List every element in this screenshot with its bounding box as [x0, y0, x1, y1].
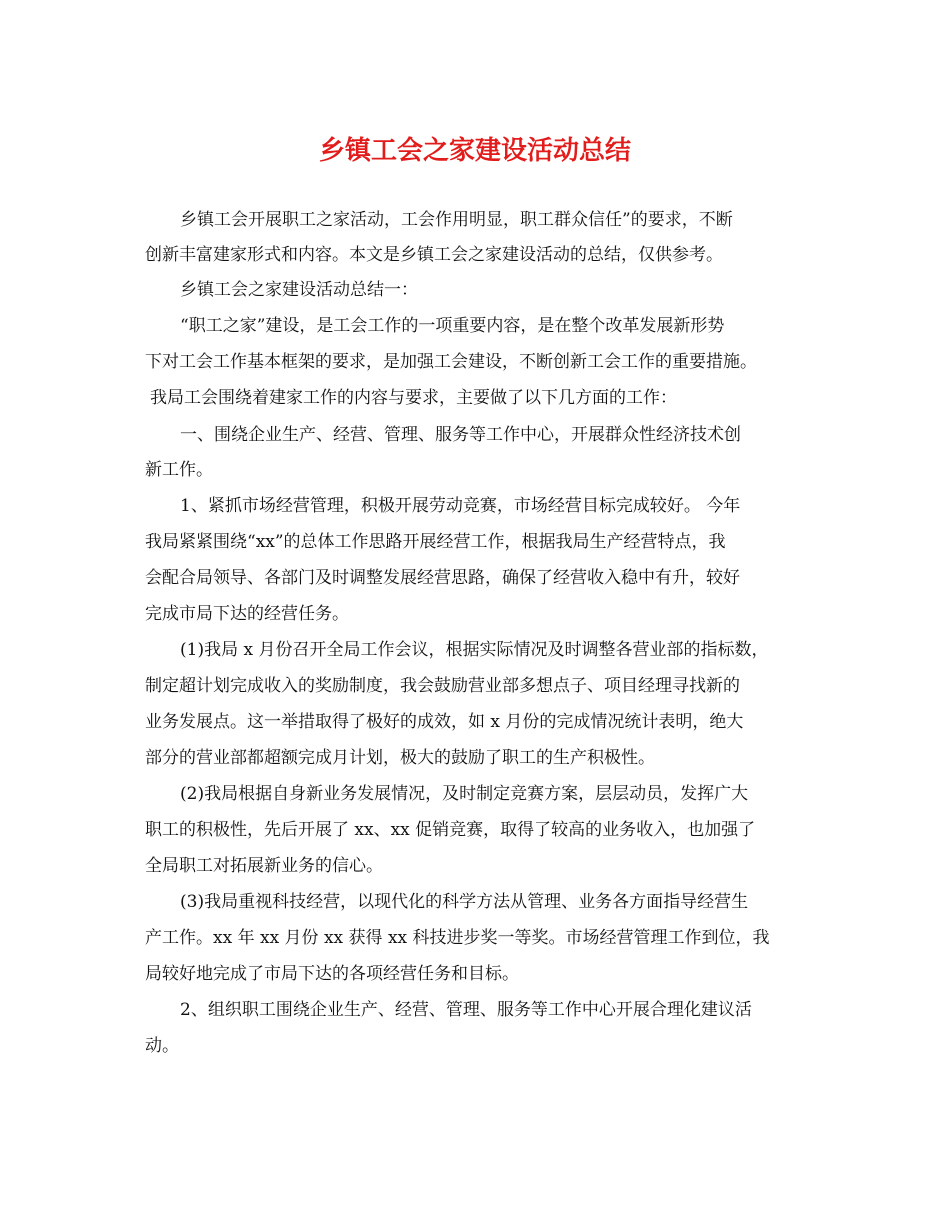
paragraph-line: 会配合局领导、各部门及时调整发展经营思路，确保了经营收入稳中有升，较好 [145, 568, 740, 588]
subheading-line: 一、围绕企业生产、经营、管理、服务等工作中心，开展群众性经济技术创 [180, 425, 741, 445]
intro-line-2: 创新丰富建家形式和内容。本文是乡镇工会之家建设活动的总结，仅供参考。 [145, 245, 723, 265]
subheading-line: 新工作。 [145, 460, 213, 480]
list-item-1-line: 业务发展点。这一举措取得了极好的成效，如 x 月份的完成情况统计表明，绝大 [145, 712, 744, 732]
paragraph-line: “职工之家”建设，是工会工作的一项重要内容，是在整个改革发展新形势 [180, 316, 725, 336]
paragraph-line: 动。 [145, 1036, 179, 1056]
document-title: 乡镇工会之家建设活动总结 [318, 136, 631, 166]
paragraph-line: 完成市局下达的经营任务。 [145, 604, 349, 624]
list-item-1-line: 部分的营业部都超额完成月计划，极大的鼓励了职工的生产积极性。 [145, 748, 655, 768]
section-heading: 乡镇工会之家建设活动总结一： [180, 280, 418, 300]
list-item-3-line: 产工作。xx 年 xx 月份 xx 获得 xx 科技进步奖一等奖。市场经营管理工作到位，我 [145, 928, 770, 948]
paragraph-line: 我局紧紧围绕“xx”的总体工作思路开展经营工作，根据我局生产经营特点，我 [145, 532, 726, 552]
list-item-3-line: (3)我局重视科技经营，以现代化的科学方法从管理、业务各方面指导经营生 [180, 892, 749, 912]
list-item-2-line: 职工的积极性，先后开展了 xx、xx 促销竞赛，取得了较高的业务收入，也加强了 [145, 820, 756, 840]
paragraph-line: 1、紧抓市场经营管理，积极开展劳动竞赛，市场经营目标完成较好。 今年 [180, 496, 741, 516]
paragraph-line: 2、组织职工围绕企业生产、经营、管理、服务等工作中心开展合理化建议活 [180, 1000, 752, 1020]
list-item-2-line: 全局职工对拓展新业务的信心。 [145, 856, 383, 876]
intro-line-1: 乡镇工会开展职工之家活动，工会作用明显，职工群众信任”的要求，不断 [180, 210, 733, 230]
list-item-3-line: 局较好地完成了市局下达的各项经营任务和目标。 [145, 964, 519, 984]
paragraph-line: 我局工会围绕着建家工作的内容与要求，主要做了以下几方面的工作： [150, 388, 677, 408]
list-item-1-line: (1)我局 x 月份召开全局工作会议，根据实际情况及时调整各营业部的指标数， [180, 640, 769, 660]
paragraph-line: 下对工会工作基本框架的要求，是加强工会建设，不断创新工会工作的重要措施。 [145, 352, 757, 372]
list-item-2-line: (2)我局根据自身新业务发展情况，及时制定竞赛方案，层层动员，发挥广大 [180, 784, 749, 804]
list-item-1-line: 制定超计划完成收入的奖励制度，我会鼓励营业部多想点子、项目经理寻找新的 [145, 676, 740, 696]
